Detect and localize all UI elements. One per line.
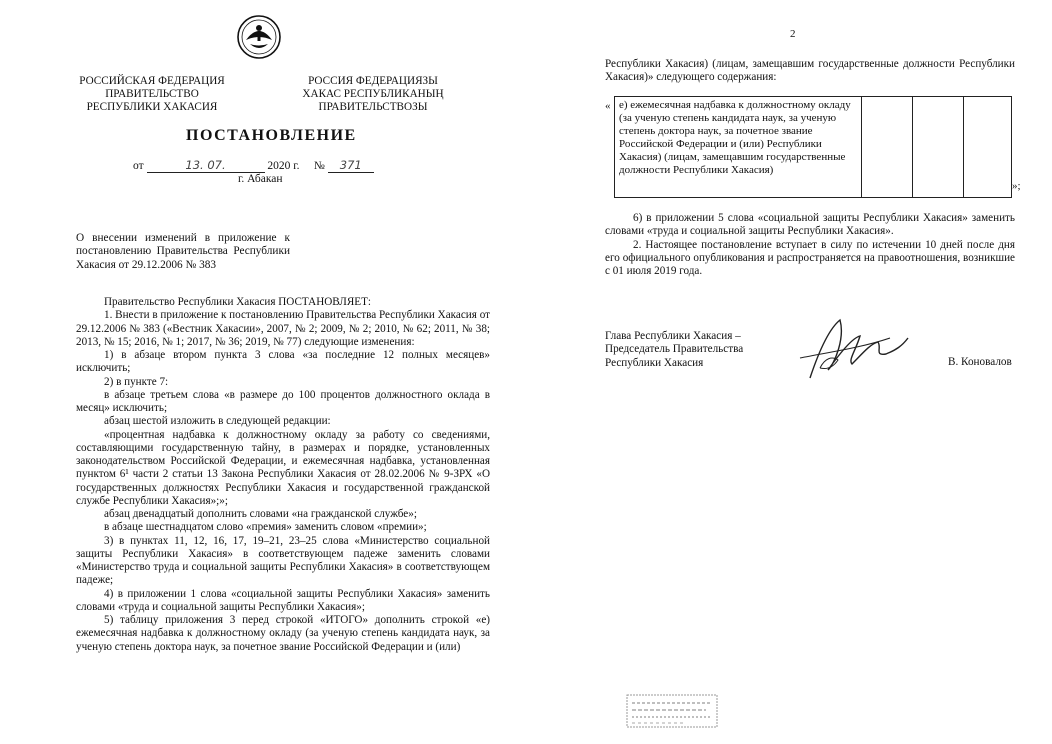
signer-line: Республики Хакасия <box>605 356 704 369</box>
handwritten-date: 13. 07. <box>147 158 265 173</box>
handwritten-signature <box>790 308 920 390</box>
table-cell <box>862 97 913 197</box>
quote-open: « <box>605 100 611 112</box>
header-ru-line: ПРАВИТЕЛЬСТВО <box>105 88 199 100</box>
header-ru-line: РОССИЙСКАЯ ФЕДЕРАЦИЯ <box>79 75 225 87</box>
table-cell <box>913 97 964 197</box>
paragraph: в абзаце шестнадцатом слово «премия» заменить словом «премии»; <box>104 521 427 534</box>
number-prefix: № <box>313 160 325 172</box>
header-kh-line: РОССИЯ ФЕДЕРАЦИЯЗЫ <box>308 75 438 87</box>
header-russian <box>70 75 234 114</box>
subject: О внесении изменений в приложение к постановлению Правительства Республики Хакасия от 29.12.2006 № 383 <box>76 232 290 271</box>
signer-title <box>605 330 743 370</box>
signer-line: Глава Республики Хакасия – <box>605 330 741 342</box>
date-line <box>133 158 374 173</box>
paragraph: «процентная надбавка к должностному окладу за работу со сведениями, составляющими государственную тайну, в размерах и порядке, установленных законодательством Российской Федерации, и ежемесячная надбавка, установленная пунктом 6¹ части 2 статьи 13 Закона Республики Хакасия от 28.02.2006 № 9-ЗРХ «О государственных должностях Республики Хакасия и государственной гражданской службе Республики Хакасия»;»; <box>76 428 490 507</box>
coat-of-arms-icon <box>236 14 282 60</box>
continuation-text <box>605 58 1015 85</box>
header-kh-line: ПРАВИТЕЛЬСТВОЗЫ <box>318 101 428 113</box>
table-cell <box>964 97 1011 197</box>
paragraph: 2) в пункте 7: <box>104 375 169 388</box>
paragraph: 2. Настоящее постановление вступает в силу по истечении 10 дней после дня его официального опубликования и распространяется на правоотношения, возникшие с 01 июля 2019 года. <box>605 238 1015 277</box>
body-text-2 <box>605 212 1015 278</box>
header-kh-line: ХАКАС РЕСПУБЛИКАНЫҢ <box>302 88 444 100</box>
inserted-table-row <box>614 96 1012 198</box>
quote-close: »; <box>1012 180 1021 192</box>
page-number: 2 <box>790 28 796 40</box>
table-cell: е) ежемесячная надбавка к должностному окладу (за ученую степень кандидата наук, за ученую степень доктора наук, за почетное звание Российской Федерации и (или) Республики Хакасия) (лицам, замещавшим государственные должности Республики Хакасия) <box>615 97 862 197</box>
paragraph: 6) в приложении 5 слова «социальной защиты Республики Хакасия» заменить словами «труда и социальной защиты Республики Хакасия». <box>605 212 1015 238</box>
signer-name: В. Коновалов <box>948 356 1012 368</box>
paragraph: абзац двенадцатый дополнить словами «на гражданской службе»; <box>104 508 417 520</box>
body-text <box>76 296 490 654</box>
year: 2020 г. <box>267 160 300 172</box>
date-prefix: от <box>133 160 144 172</box>
paragraph: в абзаце третьем слова «в размере до 100 процентов должностного оклада в месяц» исключить; <box>76 388 490 414</box>
registration-stamp-icon <box>626 694 718 728</box>
paragraph: 1) в абзаце втором пункта 3 слова «за последние 12 полных месяцев» исключить; <box>76 349 490 375</box>
header-khakas <box>280 75 466 114</box>
paragraph: Правительство Республики Хакасия ПОСТАНОВЛЯЕТ: <box>104 296 371 308</box>
paragraph: 3) в пунктах 11, 12, 16, 17, 19–21, 23–25 слова «Министерство социальной защиты Республики Хакасия» в соответствующем падеже заменить словами «Министерство труда и социальной защиты Республики Хакасия» в соответствующем падеже; <box>76 534 490 587</box>
paragraph: абзац шестой изложить в следующей редакции: <box>104 415 331 428</box>
city: г. Абакан <box>238 173 283 185</box>
handwritten-number: 371 <box>328 158 374 173</box>
paragraph: 4) в приложении 1 слова «социальной защиты Республики Хакасия» заменить словами «труда и социальной защиты Республики Хакасия»; <box>76 587 490 613</box>
paragraph: 1. Внести в приложение к постановлению Правительства Республики Хакасия от 29.12.2006 № 383 («Вестник Хакасии», 2007, № 2; 2009, № 2; 2010, № 62; 2011, № 38; 2013, № 15; 2016, № 1; 2017, № 36; 2019, № 77) следующие изменения: <box>76 309 490 348</box>
paragraph: Республики Хакасия) (лицам, замещавшим государственные должности Республики Хакасия)» следующего содержания: <box>605 58 1015 84</box>
document-title: ПОСТАНОВЛЕНИЕ <box>186 127 357 144</box>
paragraph: 5) таблицу приложения 3 перед строкой «ИТОГО» дополнить строкой «е) ежемесячная надбавка к должностному окладу (за ученую степень кандидата наук, за ученую степень доктора наук, за почетное звание Российской Федерации и (или) <box>76 614 490 653</box>
header-ru-line: РЕСПУБЛИКИ ХАКАСИЯ <box>86 101 218 113</box>
signer-line: Председатель Правительства <box>605 343 744 356</box>
